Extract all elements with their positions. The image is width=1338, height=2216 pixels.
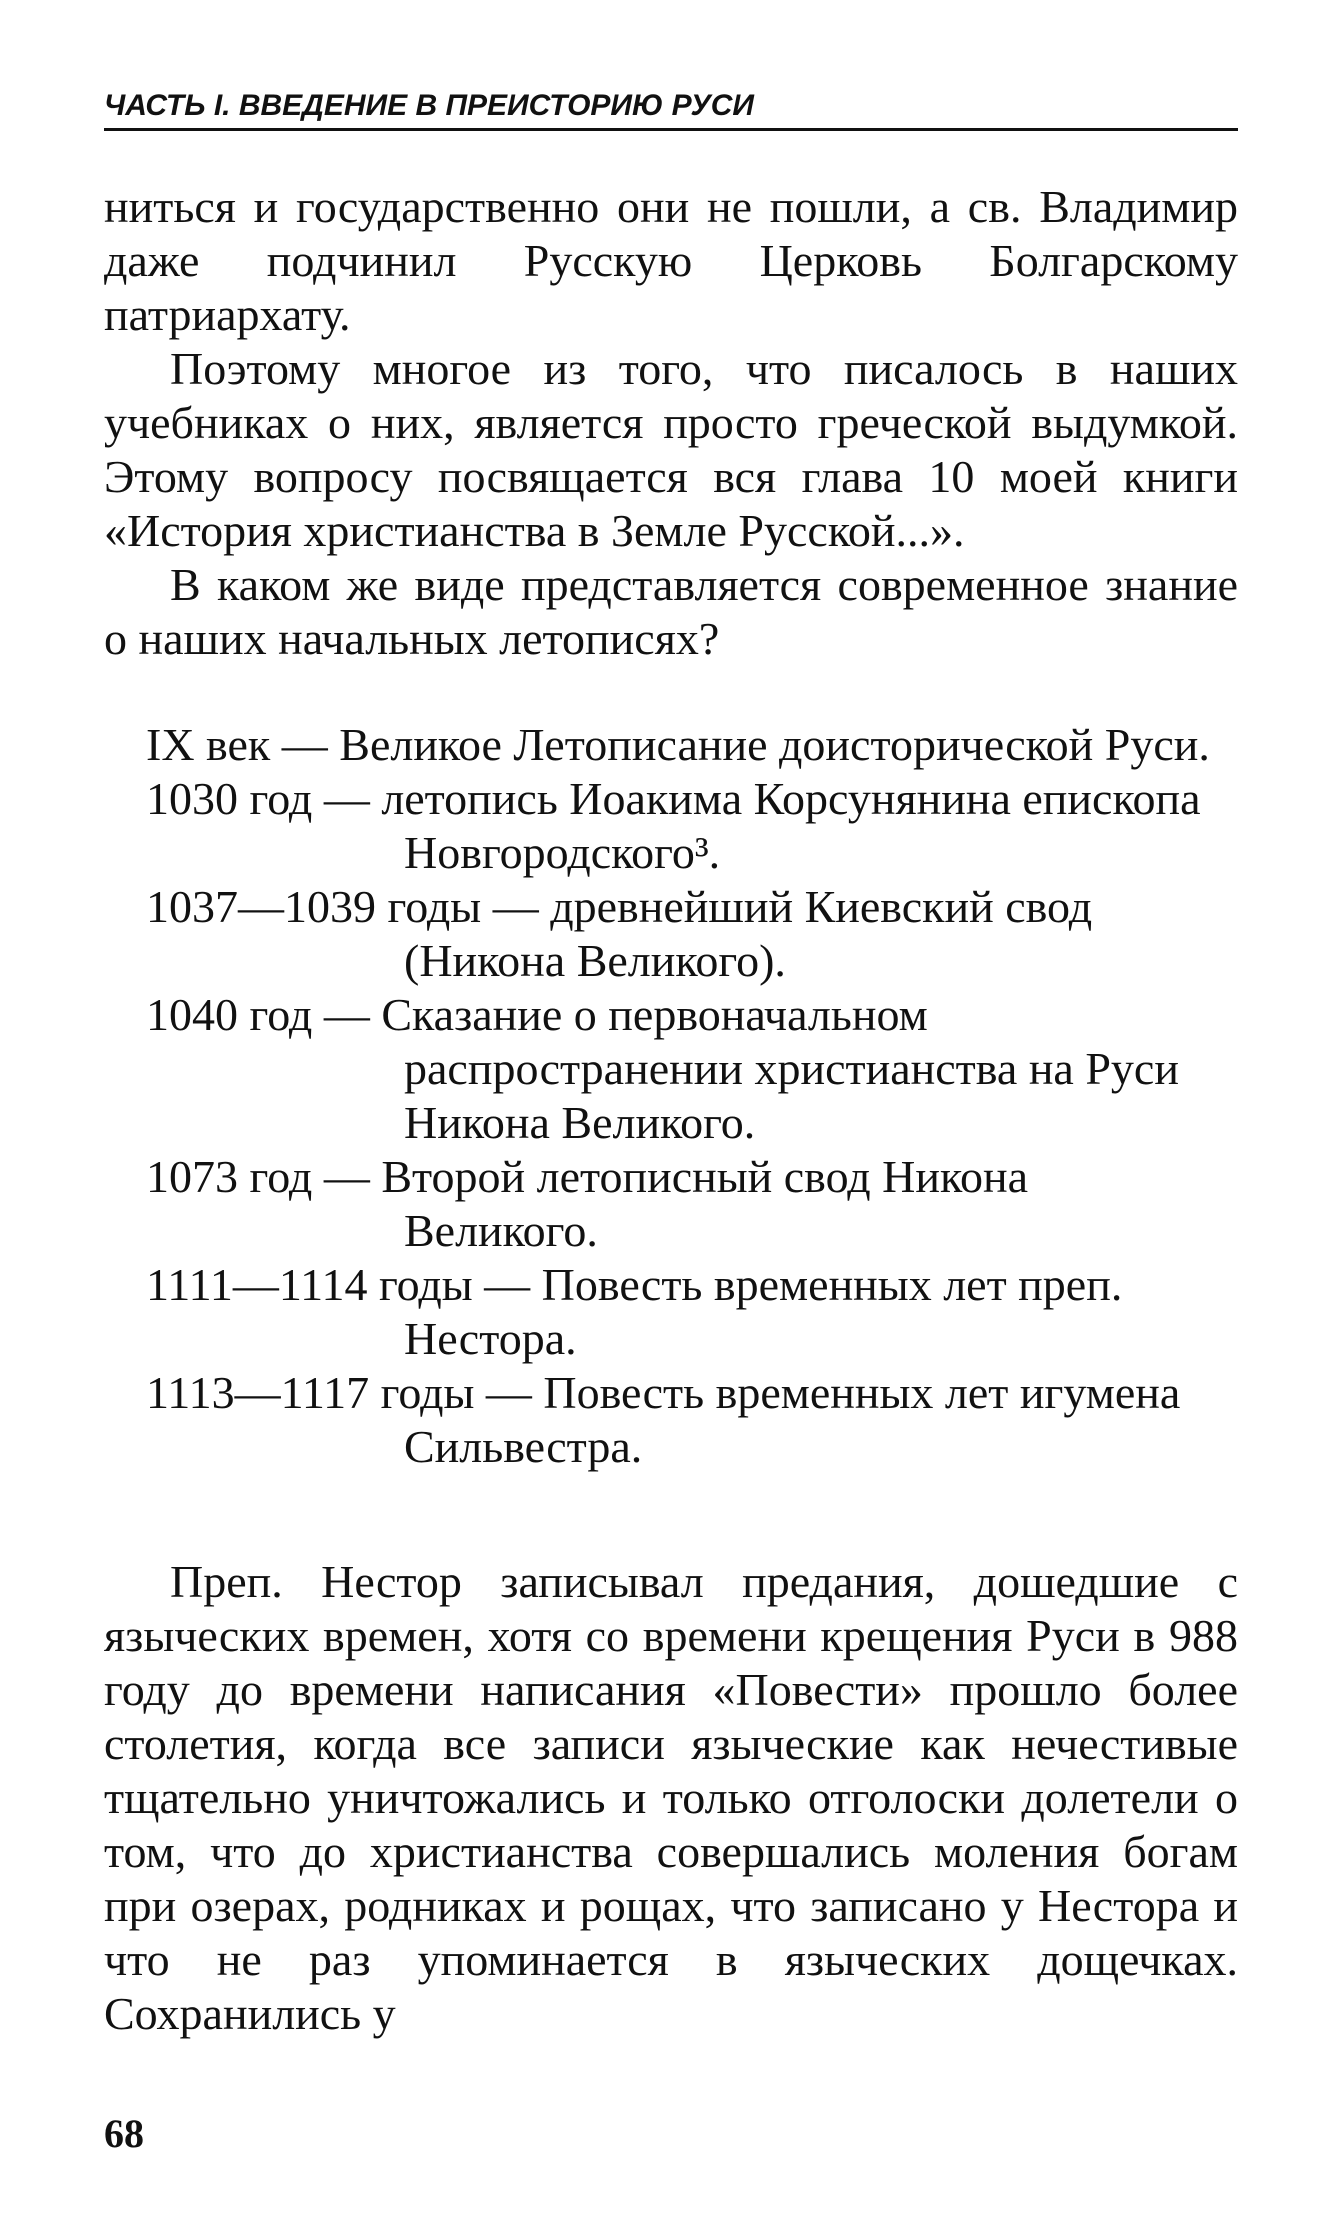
paragraph-2: Поэтому многое из того, что писалось в наших учебниках о них, является просто греческой выдумкой. Этому вопросу посвящается вся глава 10 моей книги «История христианства в Земле Русской...». (104, 343, 1238, 556)
timeline-date: 1113—1117 годы (146, 1367, 475, 1418)
timeline-date: 1030 год (146, 773, 313, 824)
timeline-text: Великое Летописание доисторической Руси. (339, 719, 1210, 770)
timeline-date: 1037—1039 годы (146, 881, 482, 932)
paragraph-3: В каком же виде представляется современное знание о наших начальных летописях? (104, 559, 1238, 664)
timeline-text: Второй летописный свод Никона Великого. (381, 1151, 1029, 1256)
timeline-separator: — (481, 881, 551, 932)
chronicle-timeline (146, 718, 1226, 1474)
timeline-text: древнейший Киевский свод (Никона Великого). (404, 881, 1093, 986)
timeline-separator: — (312, 1151, 382, 1202)
timeline-entry (146, 1258, 1226, 1366)
timeline-text: летопись Иоакима Корсунянина епископа Новгородского³. (381, 773, 1201, 878)
timeline-separator: — (312, 989, 382, 1040)
timeline-date: 1073 год (146, 1151, 313, 1202)
paragraph-4: Преп. Нестор записывал предания, дошедшие с языческих времен, хотя со времени крещения Руси в 988 году до времени написания «Повести» прошло более столетия, когда все записи языческие как нечестивые тщательно уничтожались и только отголоски долетели о том, что до христианства совершались моления богам при озерах, родниках и рощах, что записано у Нестора и что не раз упоминается в языческих дощечках. Сохранились у (104, 1556, 1238, 2039)
timeline-entry (146, 1366, 1226, 1474)
timeline-separator: — (312, 773, 382, 824)
timeline-separator: — (270, 719, 340, 770)
paragraph-1: ниться и государственно они не пошли, а св. Владимир даже подчинил Русскую Церковь Болгарскому патриархату. (104, 181, 1238, 340)
timeline-entry (146, 988, 1226, 1150)
timeline-entry (146, 718, 1226, 772)
timeline-date: 1040 год (146, 989, 313, 1040)
timeline-text: Повесть временных лет игумена Сильвестра. (404, 1367, 1181, 1472)
page-number: 68 (104, 2111, 144, 2156)
timeline-text: Сказание о первоначальном распространении христианства на Руси Никона Великого. (381, 989, 1179, 1148)
timeline-entry (146, 880, 1226, 988)
timeline-entry (146, 1150, 1226, 1258)
timeline-separator: — (474, 1367, 544, 1418)
timeline-entry (146, 772, 1226, 880)
running-head: ЧАСТЬ I. ВВЕДЕНИЕ В ПРЕИСТОРИЮ РУСИ (104, 86, 1238, 131)
timeline-separator: — (472, 1259, 542, 1310)
timeline-date: 1111—1114 годы (146, 1259, 473, 1310)
timeline-text: Повесть временных лет преп. Нестора. (404, 1259, 1123, 1364)
timeline-date: IX век (146, 719, 271, 770)
